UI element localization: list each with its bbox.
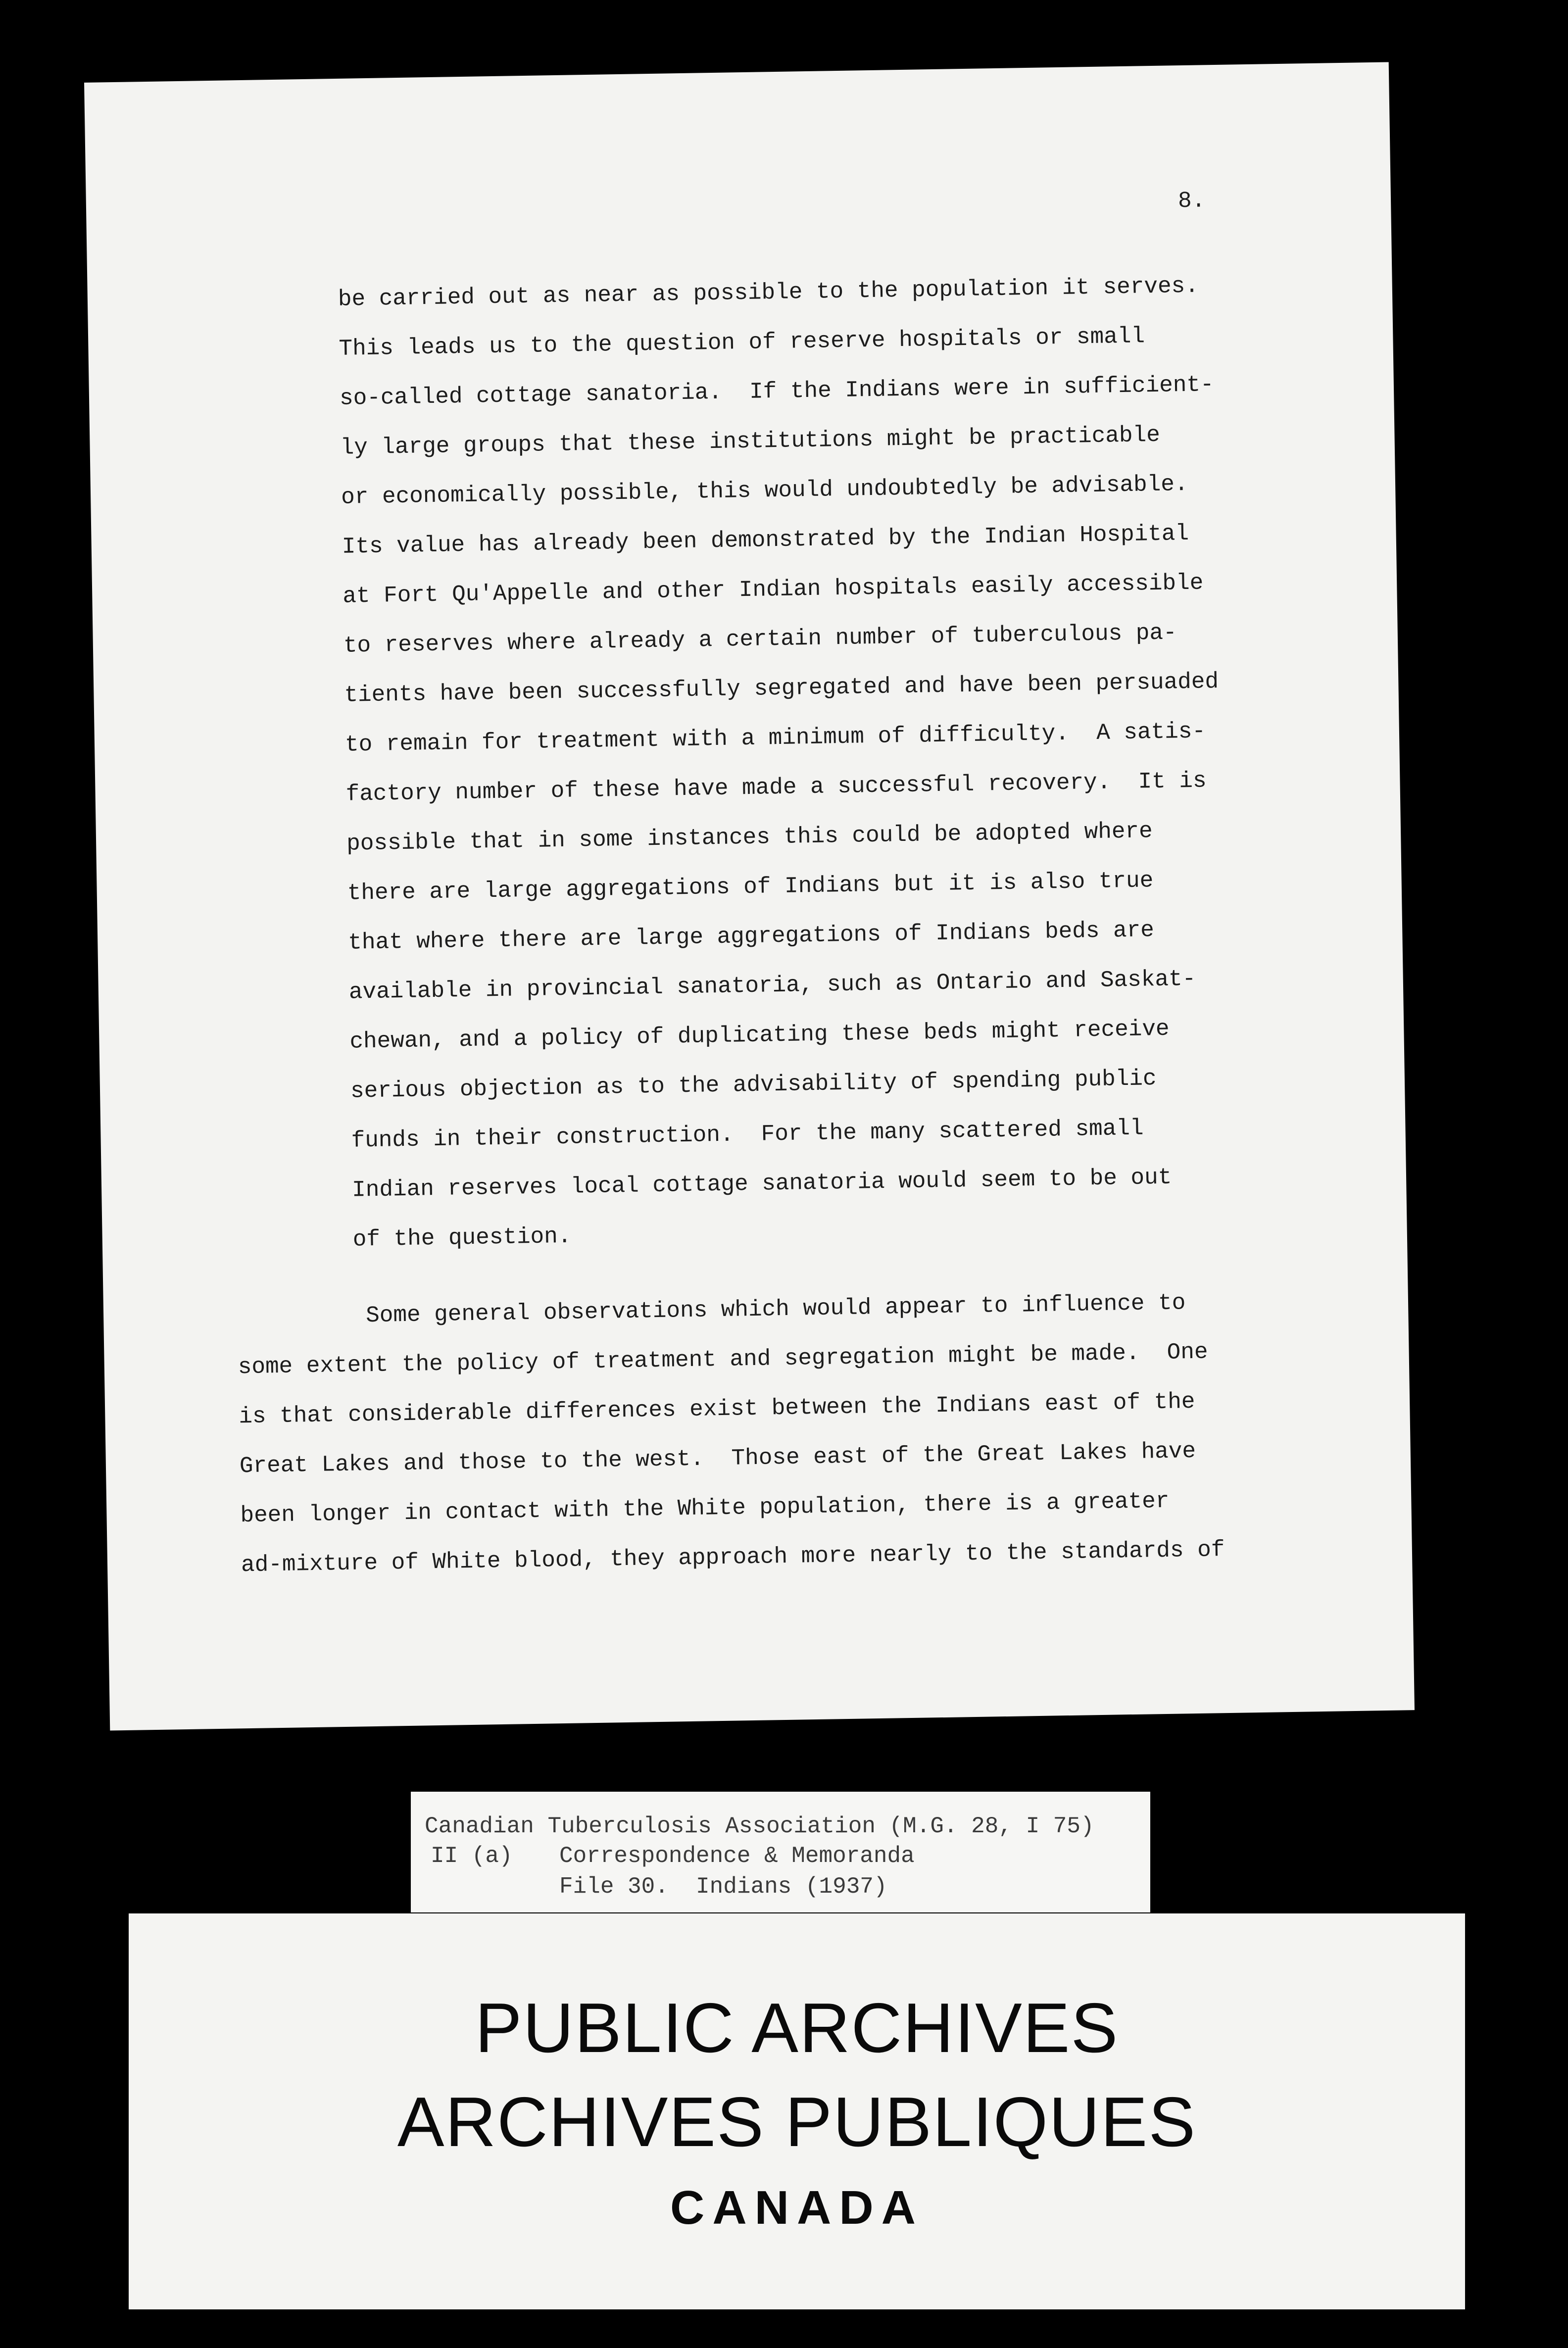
archives-french: ARCHIVES PUBLIQUES: [397, 2083, 1197, 2161]
text-line: ly large groups that these institutions might be practicable: [340, 422, 1161, 461]
text-line: to remain for treatment with a minimum of difficulty. A satis-: [344, 718, 1206, 758]
text-line: is that considerable differences exist between the Indians east of the: [238, 1388, 1195, 1430]
text-line: of the question.: [352, 1223, 572, 1253]
paragraph-1: [338, 261, 1227, 1265]
label-collection: Canadian Tuberculosis Association (M.G. 28, I 75): [425, 1813, 1094, 1839]
archives-country: CANADA: [670, 2181, 924, 2234]
document-page: [84, 62, 1415, 1731]
text-line: funds in their construction. For the many scattered small: [351, 1115, 1144, 1154]
text-line: Its value has already been demonstrated by the Indian Hospital: [342, 520, 1189, 560]
label-subseries: Correspondence & Memoranda: [559, 1843, 915, 1869]
archives-english: PUBLIC ARCHIVES: [475, 1989, 1119, 2067]
text-line: This leads us to the question of reserve hospitals or small: [339, 323, 1145, 362]
text-line: or economically possible, this would undoubtedly be advisable.: [341, 471, 1188, 510]
text-line: tients have been successfully segregated and have been persuaded: [344, 669, 1219, 708]
label-series: II (a): [431, 1843, 513, 1869]
text-line: Indian reserves local cottage sanatoria would seem to be out: [351, 1164, 1172, 1203]
text-line: ad-mixture of White blood, they approach more nearly to the standards of: [241, 1537, 1225, 1578]
text-line: that where there are large aggregations of Indians beds are: [347, 917, 1155, 956]
text-line: some extent the policy of treatment and segregation might be made. One: [238, 1339, 1208, 1380]
text-line: at Fort Qu'Appelle and other Indian hospitals easily accessible: [342, 570, 1204, 609]
text-line: possible that in some instances this could be adopted where: [346, 818, 1153, 857]
text-line: Some general observations which would appear to influence to: [365, 1290, 1186, 1329]
label-file: File 30. Indians (1937): [559, 1874, 887, 1900]
text-line: there are large aggregations of Indians but it is also true: [347, 868, 1154, 906]
text-line: been longer in contact with the White population, there is a greater: [240, 1488, 1170, 1529]
text-line: chewan, and a policy of duplicating these beds might receive: [349, 1016, 1170, 1055]
paragraph-2: [237, 1277, 1225, 1590]
text-line: to reserves where already a certain number of tuberculous pa-: [343, 620, 1177, 659]
text-line: Great Lakes and those to the west. Those east of the Great Lakes have: [239, 1438, 1196, 1479]
text-line: so-called cottage sanatoria. If the Indians were in sufficient-: [339, 372, 1214, 411]
text-line: factory number of these have made a successful recovery. It is: [345, 768, 1207, 807]
text-line: available in provincial sanatoria, such as Ontario and Saskat-: [348, 966, 1196, 1005]
text-line: serious objection as to the advisability of spending public: [350, 1066, 1157, 1104]
archive-reference-label: [411, 1792, 1150, 1912]
public-archives-stamp: [129, 1913, 1465, 2309]
text-line: be carried out as near as possible to the population it serves.: [338, 273, 1199, 312]
page-number: 8.: [1177, 188, 1206, 214]
